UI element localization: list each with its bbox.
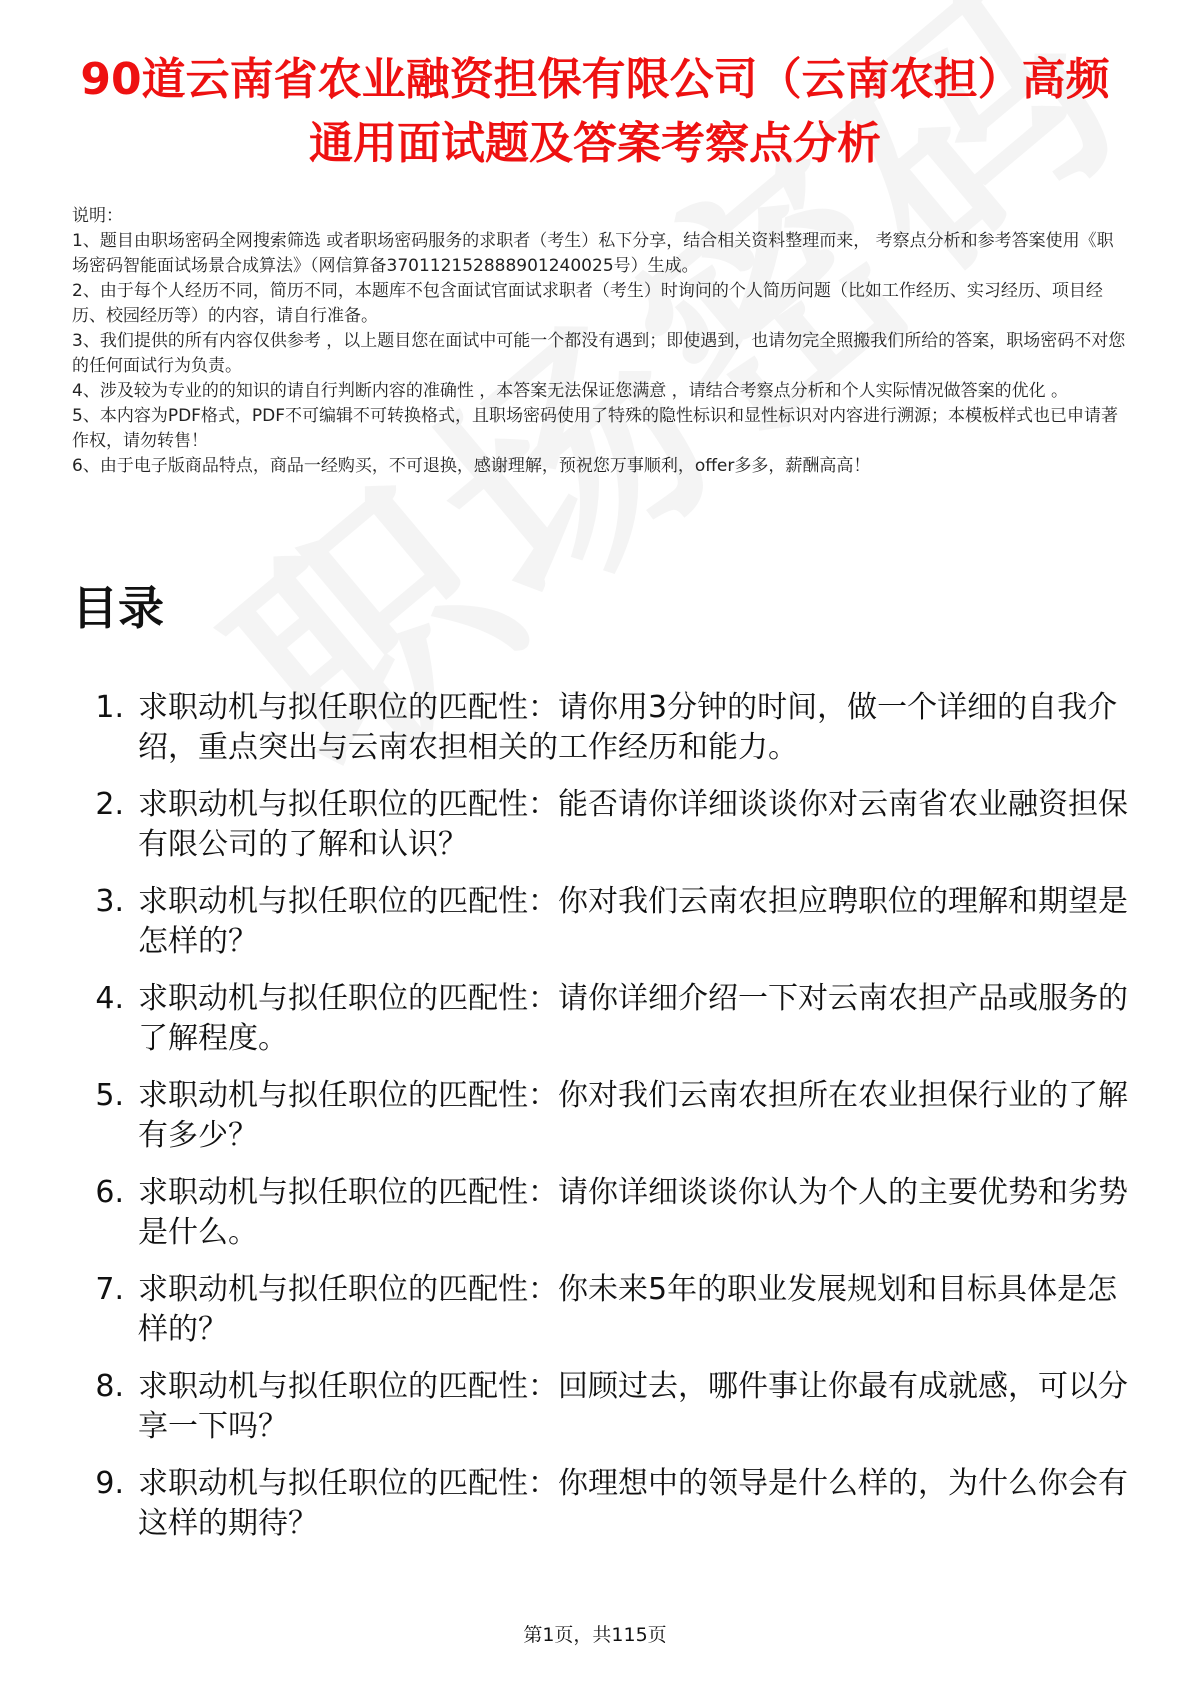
toc-item-text: 求职动机与拟任职位的匹配性：请你详细谈谈你认为个人的主要优势和劣势是什么。: [138, 1175, 1128, 1250]
toc-item-text: 求职动机与拟任职位的匹配性：你未来5年的职业发展规划和目标具体是怎样的？: [138, 1272, 1118, 1347]
toc-item[interactable]: [72, 1270, 1132, 1367]
toc-item-number: 9.: [95, 1466, 124, 1501]
toc-item[interactable]: [72, 882, 1132, 979]
toc-item[interactable]: [72, 785, 1132, 882]
toc-item-text: 求职动机与拟任职位的匹配性：请你用3分钟的时间，做一个详细的自我介绍，重点突出与云南农担相关的工作经历和能力。: [138, 690, 1118, 765]
toc-item-text: 求职动机与拟任职位的匹配性：能否请你详细谈谈你对云南省农业融资担保有限公司的了解和认识？: [138, 787, 1128, 862]
page-footer: 第1页，共115页: [523, 1624, 667, 1646]
notes-label: 说明：: [72, 206, 123, 226]
toc-item-number: 8.: [95, 1369, 124, 1404]
toc-item-text: 求职动机与拟任职位的匹配性：回顾过去，哪件事让你最有成就感，可以分享一下吗？: [138, 1369, 1128, 1444]
note-item: 2、由于每个人经历不同，简历不同，本题库不包含面试官面试求职者（考生）时询问的个人简历问题（比如工作经历、实习经历、项目经历、校园经历等）的内容，请自行准备。: [72, 281, 1103, 326]
toc-item-text: 求职动机与拟任职位的匹配性：请你详细介绍一下对云南农担产品或服务的了解程度。: [138, 981, 1128, 1056]
toc-item-number: 3.: [95, 884, 124, 919]
toc-item-number: 5.: [95, 1078, 124, 1113]
notes-section: [72, 204, 1127, 479]
document-title: 90道云南省农业融资担保有限公司（云南农担）高频通用面试题及答案考察点分析: [80, 54, 1110, 169]
toc-item-text: 求职动机与拟任职位的匹配性：你对我们云南农担应聘职位的理解和期望是怎样的？: [138, 884, 1128, 959]
toc-item[interactable]: [72, 1173, 1132, 1270]
note-item: 3、我们提供的所有内容仅供参考 ，以上题目您在面试中可能一个都没有遇到；即使遇到，也请勿完全照搬我们所给的答案，职场密码不对您的任何面试行为负责。: [72, 331, 1126, 376]
toc-item[interactable]: [72, 979, 1132, 1076]
toc-item[interactable]: [72, 688, 1132, 785]
note-item: 1、题目由职场密码全网搜索筛选 或者职场密码服务的求职者（考生）私下分享，结合相关资料整理而来， 考察点分析和参考答案使用《职场密码智能面试场景合成算法》（网信算备370112152888901240025号）生成。: [72, 231, 1114, 276]
toc-list: [72, 688, 1132, 1561]
note-item: 4、涉及较为专业的的知识的请自行判断内容的准确性 ，本答案无法保证您满意 ，请结合考察点分析和个人实际情况做答案的优化 。: [72, 381, 1069, 401]
toc-item[interactable]: [72, 1464, 1132, 1561]
toc-item[interactable]: [72, 1076, 1132, 1173]
toc-heading: 目录: [72, 581, 164, 635]
toc-item-number: 6.: [95, 1175, 124, 1210]
note-item: 5、本内容为PDF格式，PDF不可编辑不可转换格式，且职场密码使用了特殊的隐性标识和显性标识对内容进行溯源；本模板样式也已申请著作权，请勿转售！: [72, 406, 1119, 451]
toc-item-number: 2.: [95, 787, 124, 822]
toc-item-number: 7.: [95, 1272, 124, 1307]
toc-item-text: 求职动机与拟任职位的匹配性：你对我们云南农担所在农业担保行业的了解有多少？: [138, 1078, 1128, 1153]
toc-item-number: 4.: [95, 981, 124, 1016]
toc-item-text: 求职动机与拟任职位的匹配性：你理想中的领导是什么样的，为什么你会有这样的期待？: [138, 1466, 1128, 1541]
toc-item[interactable]: [72, 1367, 1132, 1464]
toc-item-number: 1.: [95, 690, 124, 725]
note-item: 6、由于电子版商品特点，商品一经购买，不可退换，感谢理解，预祝您万事顺利，offer多多，薪酬高高！: [72, 456, 871, 476]
